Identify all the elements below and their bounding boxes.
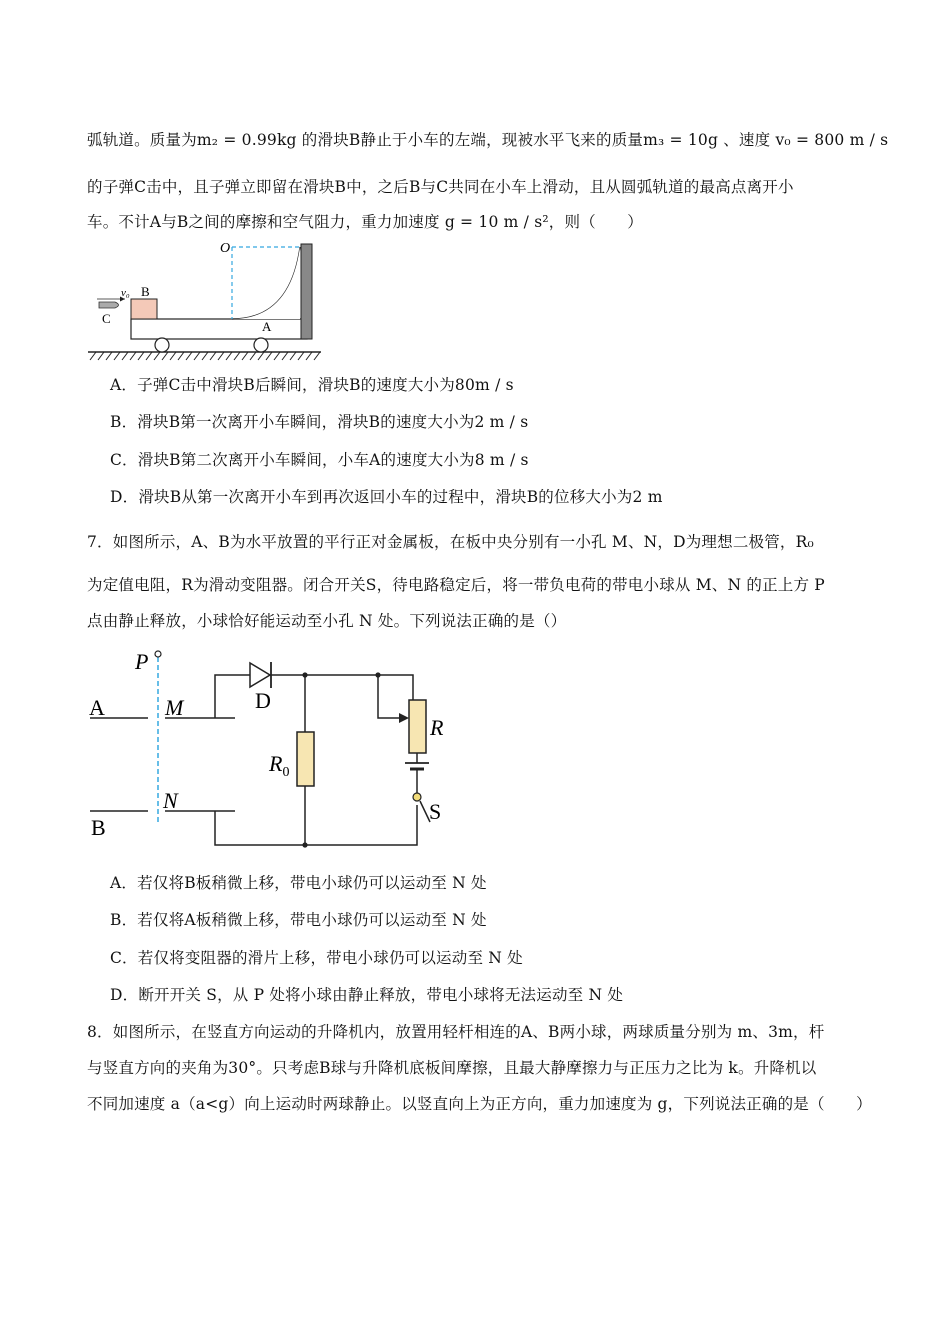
circuit-figure (85, 645, 465, 855)
label-r0-subscript: 0 (282, 765, 290, 780)
q8-text-line-1: 8．如图所示，在竖直方向运动的升降机内，放置用轻杆相连的A、B两小球，两球质量分别为 m、3m，杆 (87, 1023, 825, 1041)
ground-hatch (88, 352, 321, 360)
wheel-right (254, 338, 268, 352)
label-a: A (262, 319, 272, 334)
label-p: P (135, 649, 149, 674)
q6-option-c: C．滑块B第二次离开小车瞬间，小车A的速度大小为8 m / s (110, 451, 529, 469)
wheel-left (155, 338, 169, 352)
label-o: O (220, 241, 231, 256)
label-r: R (430, 715, 444, 740)
battery (405, 763, 429, 769)
label-d: D (255, 688, 271, 713)
q6-option-d: D．滑块B从第一次离开小车到再次返回小车的过程中，滑块B的位移大小为2 m (110, 488, 663, 506)
q7-text-line-2: 为定值电阻，R为滑动变阻器。闭合开关S，待电路稳定后，将一带负电荷的带电小球从 M、N 的正上方 P (87, 576, 825, 594)
wire-top (272, 675, 413, 700)
label-m: M (165, 695, 184, 720)
junction-top (302, 672, 307, 677)
label-r0: $R_0$ (269, 751, 290, 780)
q6-option-b: B．滑块B第一次离开小车瞬间，滑块B的速度大小为2 m / s (110, 413, 529, 431)
label-n: N (163, 788, 178, 813)
q7-option-a: A．若仅将B板稍微上移，带电小球仍可以运动至 N 处 (110, 874, 487, 892)
slider-wire (378, 675, 399, 718)
diode-d (243, 662, 272, 688)
q7-option-d: D．断开开关 S，从 P 处将小球由静止释放，带电小球将无法运动至 N 处 (110, 986, 624, 1004)
q7-text-line-1: 7．如图所示，A、B为水平放置的平行正对金属板，在板中央分别有一小孔 M、N，D为理想二极管，R₀ (87, 533, 814, 551)
cart-wall (301, 244, 312, 339)
label-plate-a: A (89, 695, 105, 720)
label-c: C (102, 311, 111, 326)
resistor-r0 (297, 732, 314, 786)
q6-text-line-1: 弧轨道。质量为m₂ = 0.99kg 的滑块B静止于小车的左端，现被水平飞来的质量m₃ = 10g 、速度 v₀ = 800 m / s (87, 131, 889, 149)
q6-option-a: A．子弹C击中滑块B后瞬间，滑块B的速度大小为80m / s (110, 376, 514, 394)
q8-text-line-2: 与竖直方向的夹角为30°。只考虑B球与升降机底板间摩擦，且最大静摩擦力与正压力之比为 k。升降机以 (87, 1059, 817, 1077)
q8-text-line-3: 不同加速度 a（a<g）向上运动时两球静止。以竖直向上为正方向，重力加速度为 g，下列说法正确的是（ ） (87, 1095, 872, 1113)
slider-arrow (399, 713, 409, 723)
label-v0: v₀ (121, 287, 130, 299)
cart-track-figure (85, 238, 325, 363)
q7-option-c: C．若仅将变阻器的滑片上移，带电小球仍可以运动至 N 处 (110, 949, 523, 967)
label-s: S (429, 799, 442, 824)
rheostat-r (409, 700, 426, 753)
switch-pivot (413, 793, 421, 801)
point-p (155, 651, 161, 657)
q6-text-line-3: 车。不计A与B之间的摩擦和空气阻力，重力加速度 g = 10 m / s²，则（ ） (87, 213, 643, 231)
wire-b-down (215, 805, 417, 845)
bullet-c (99, 302, 119, 308)
q7-option-b: B．若仅将A板稍微上移，带电小球仍可以运动至 N 处 (110, 911, 487, 929)
junction-bottom (302, 842, 307, 847)
q7-text-line-3: 点由静止释放，小球恰好能运动至小孔 N 处。下列说法正确的是（） (87, 612, 567, 630)
wire-a-up (215, 675, 243, 718)
label-plate-b: B (91, 815, 106, 840)
q6-text-line-2: 的子弹C击中，且子弹立即留在滑块B中，之后B与C共同在小车上滑动，且从圆弧轨道的最高点离开小 (87, 178, 794, 196)
block-b (131, 299, 157, 319)
label-b: B (141, 284, 150, 299)
cart-body (131, 319, 307, 339)
